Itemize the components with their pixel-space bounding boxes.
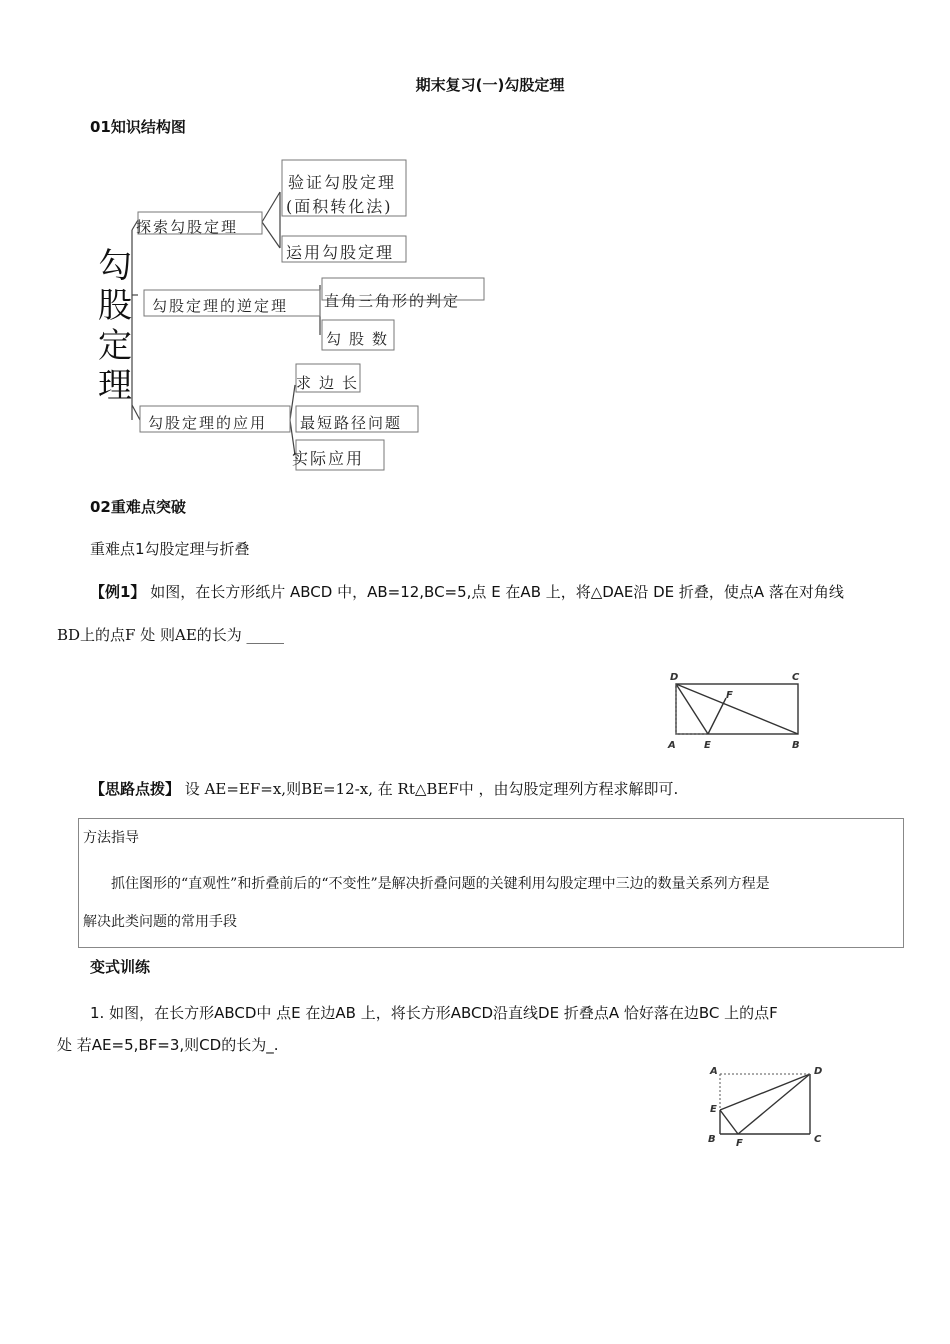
example-1-line1 (90, 581, 930, 603)
label-F2: F (736, 1138, 743, 1148)
method-line1: 抓住图形的“直观性”和折叠前后的“不变性”是解决折叠问题的关键利用勾股定理中三边的数量关系列方程是 (111, 876, 770, 892)
figure-2-svg (700, 1062, 830, 1148)
label-B: B (792, 740, 800, 751)
label-A2: A (710, 1066, 718, 1077)
node-right-triangle: 直角三角形的判定 (324, 292, 461, 310)
label-B2: B (708, 1134, 716, 1145)
hint-paragraph (90, 778, 930, 800)
method-guide-box (78, 818, 904, 948)
label-C: C (792, 672, 800, 683)
label-C2: C (814, 1134, 822, 1145)
figure-2-rectangle (700, 1062, 830, 1148)
branch-application: 勾股定理的应用 (148, 414, 268, 432)
label-E: E (704, 740, 711, 751)
node-verify: 验证勾股定理 (288, 173, 397, 192)
method-heading: 方法指导 (83, 830, 139, 846)
label-D: D (670, 672, 679, 683)
hint-tag: 【思路点拨】 (90, 780, 181, 798)
example-1-line2: BD上的点F 处 则AE的长为 _____ (57, 626, 285, 644)
branch-converse: 勾股定理的逆定理 (152, 297, 289, 315)
node-side-length: 求边长 (296, 374, 366, 392)
figure-1-rectangle (664, 666, 814, 754)
section-heading-key-points: 02重难点突破 (90, 498, 186, 516)
mindmap-root (98, 246, 138, 406)
page-title: 期末复习(一)勾股定理 (415, 76, 565, 94)
subheading-folding: 重难点1勾股定理与折叠 (90, 540, 250, 558)
node-pythagorean-triple: 勾股数 (326, 330, 396, 348)
knowledge-mindmap (90, 150, 500, 480)
example-tag: 【例1】 (90, 583, 146, 601)
section-heading-structure: 01知识结构图 (90, 118, 186, 136)
root-char: 勾 (98, 246, 132, 286)
label-F: F (726, 690, 733, 701)
root-char: 股 (98, 286, 132, 326)
exercise-1-line1: 1. 如图，在长方形ABCD中 点E 在边AB 上，将长方形ABCD沿直线DE 折叠点A 恰好落在边BC 上的点F (90, 1004, 778, 1022)
exercise-1-line2: 处 若AE=5,BF=3,则CD的长为_. (57, 1036, 279, 1054)
label-A: A (668, 740, 676, 751)
figure-1-svg (664, 666, 814, 754)
root-char: 理 (98, 366, 132, 406)
example-text: 如图，在长方形纸片 ABCD 中，AB=12,BC=5,点 E 在AB 上，将△DAE沿 DE 折叠，使点A 落在对角线 (150, 583, 844, 601)
label-D2: D (814, 1066, 823, 1077)
method-line2: 解决此类问题的常用手段 (83, 914, 237, 930)
node-shortest-path: 最短路径问题 (300, 414, 403, 432)
node-apply: 运用勾股定理 (286, 243, 395, 262)
hint-text: 设 AE=EF=x,则BE=12-x, 在 Rt△BEF中 ，由勾股定理列方程求解即可. (184, 780, 679, 798)
practice-heading: 变式训练 (90, 958, 151, 976)
branch-explore: 探索勾股定理 (136, 218, 239, 236)
root-char: 定 (98, 326, 132, 366)
node-area-method: (面积转化法) (286, 197, 393, 216)
node-real-application: 实际应用 (292, 449, 365, 468)
label-E2: E (710, 1104, 717, 1115)
